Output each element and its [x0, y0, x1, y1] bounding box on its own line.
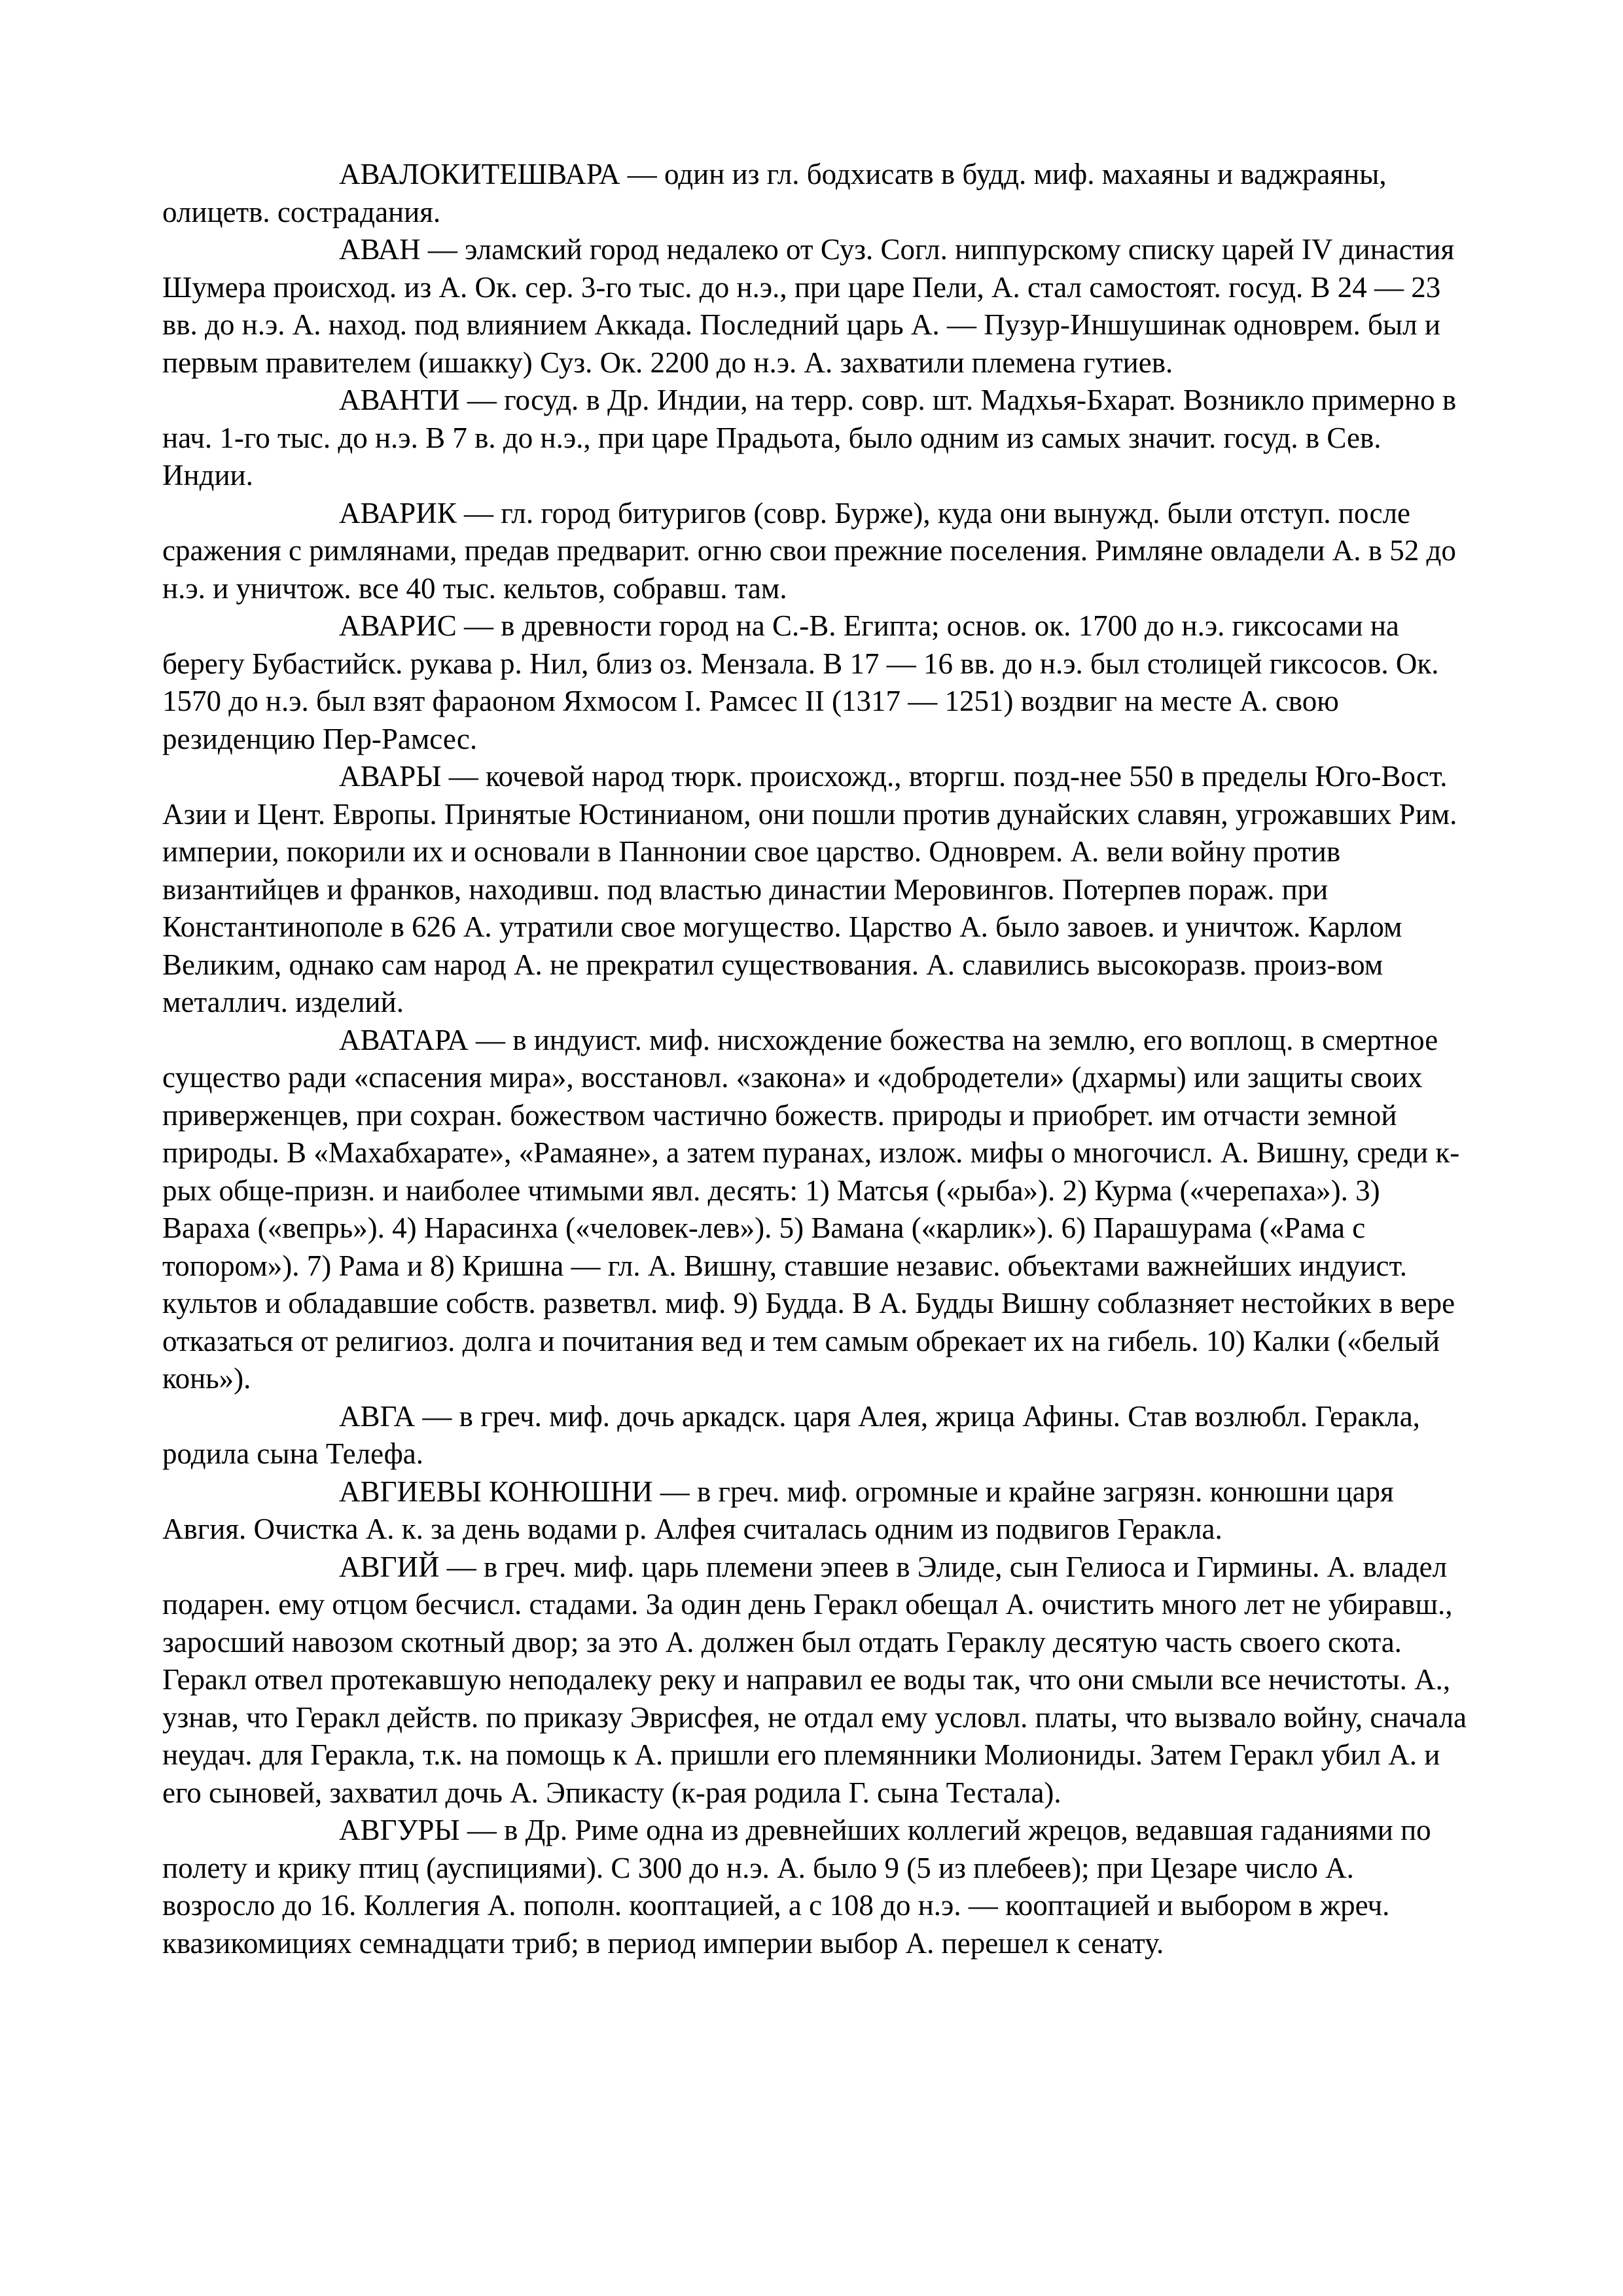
entry-avan: АВАН — эламский город недалеко от Суз. Согл. ниппурскому списку царей IV династия Шумера происход. из А. Ок. сер. 3-го тыс. до н.э., при царе Пели, А. стал самостоят. госуд. В 24 — 23 вв. до н.э. А. наход. под влиянием Аккада. Последний царь А. — Пузур-Иншушинак одноврем. был и первым правителем (ишакку) Суз. Ок. 2200 до н.э. А. захватили племена гутиев. — [162, 233, 1455, 379]
entry-avgievy-konyushni: АВГИЕВЫ КОНЮШНИ — в греч. миф. огромные и крайне загрязн. конюшни царя Авгия. Очистка А. к. за день водами р. Алфея считалась одним из подвигов Геракла. — [162, 1475, 1394, 1545]
entry-avarik: АВАРИК — гл. город битуригов (совр. Бурже), куда они вынужд. были отступ. после сражения с римлянами, предав предварит. огню свои прежние поселения. Римляне овладели А. в 52 до н.э. и уничтож. все 40 тыс. кельтов, собравш. там. — [162, 496, 1456, 605]
entry-avgiy: АВГИЙ — в греч. миф. царь племени эпеев в Элиде, сын Гелиоса и Гирмины. А. владел подарен. ему отцом бесчисл. стадами. За один день Геракл обещал А. очистить много лет не убиравш., заросший навозом скотный двор; за это А. должен был отдать Гераклу десятую часть своего скота. Геракл отвел протекавшую неподалеку реку и направил ее воды так, что они смыли все нечистоты. А., узнав, что Геракл действ. по приказу Эврисфея, не отдал ему условл. платы, что вызвало войну, сначала неудач. для Геракла, т.к. на помощь к А. пришли его племянники Молиониды. Затем Геракл убил А. и его сыновей, захватил дочь А. Эпикасту (к-рая родила Г. сына Тестала). — [162, 1550, 1467, 1809]
entry-avga: АВГА — в греч. миф. дочь аркадск. царя Алея, жрица Афины. Став возлюбл. Геракла, родила сына Телефа. — [162, 1399, 1420, 1470]
entry-avary: АВАРЫ — кочевой народ тюрк. происхожд., вторгш. позд-нее 550 в пределы Юго-Вост. Азии и Цент. Европы. Принятые Юстинианом, они пошли против дунайских славян, угрожавших Рим. империи, покорили их и основали в Паннонии свое царство. Одноврем. А. вели войну против византийцев и франков, находивш. под властью династии Меровингов. Потерпев пораж. при Константинополе в 626 А. утратили свое могущество. Царство А. было завоев. и уничтож. Карлом Великим, однако сам народ А. не прекратил существования. А. славились высокоразв. произ-вом металлич. изделий. — [162, 760, 1457, 1018]
entry-avgury: АВГУРЫ — в Др. Риме одна из древнейших коллегий жрецов, ведавшая гаданиями по полету и крику птиц (ауспициями). С 300 до н.э. А. было 9 (5 из плебеев); при Цезаре число А. возросло до 16. Коллегия А. пополн. кооптацией, а с 108 до н.э. — кооптацией и выбором в жреч. квазикомициях семнадцати триб; в период империи выбор А. перешел к сенату. — [162, 1814, 1431, 1960]
entry-avatara: АВАТАРА — в индуист. миф. нисхождение божества на землю, его воплощ. в смертное существо ради «спасения мира», восстановл. «закона» и «добродетели» (дхармы) или защиты своих приверженцев, при сохран. божеством частично божеств. природы и приобрет. им отчасти земной природы. В «Махабхарате», «Рамаяне», а затем пуранах, излож. мифы о многочисл. А. Вишну, среди к-рых обще-призн. и наиболее чтимыми явл. десять: 1) Матсья («рыба»). 2) Курма («черепаха»). 3) Вараха («вепрь»). 4) Нарасинха («человек-лев»). 5) Вамана («карлик»). 6) Парашурама («Рама с топором»). 7) Рама и 8) Кришна — гл. А. Вишну, ставшие независ. объектами важнейших индуист. культов и обладавшие собств. разветвл. миф. 9) Будда. В А. Будды Вишну соблазняет нестойких в вере отказаться от религиоз. долга и почитания вед и тем самым обрекает их на гибель. 10) Калки («белый конь»). — [162, 1023, 1460, 1395]
entry-avalokiteshvara: АВАЛОКИТЕШВАРА — один из гл. бодхисатв в будд. миф. махаяны и ваджраяны, олицетв. сострадания. — [162, 158, 1387, 228]
entry-avanti: АВАНТИ — госуд. в Др. Индии, на терр. совр. шт. Мадхья-Бхарат. Возникло примерно в нач. 1-го тыс. до н.э. В 7 в. до н.э., при царе Прадьота, было одним из самых значит. госуд. в Сев. Индии. — [162, 384, 1457, 492]
entry-avaris: АВАРИС — в древности город на С.-В. Египта; основ. ок. 1700 до н.э. гиксосами на берегу Бубастийск. рукава р. Нил, близ оз. Мензала. В 17 — 16 вв. до н.э. был столицей гиксосов. Ок. 1570 до н.э. был взят фараоном Яхмосом I. Рамсес II (1317 — 1251) воздвиг на месте А. свою резиденцию Пер-Рамсес. — [162, 609, 1439, 755]
document-page — [162, 156, 1471, 1962]
